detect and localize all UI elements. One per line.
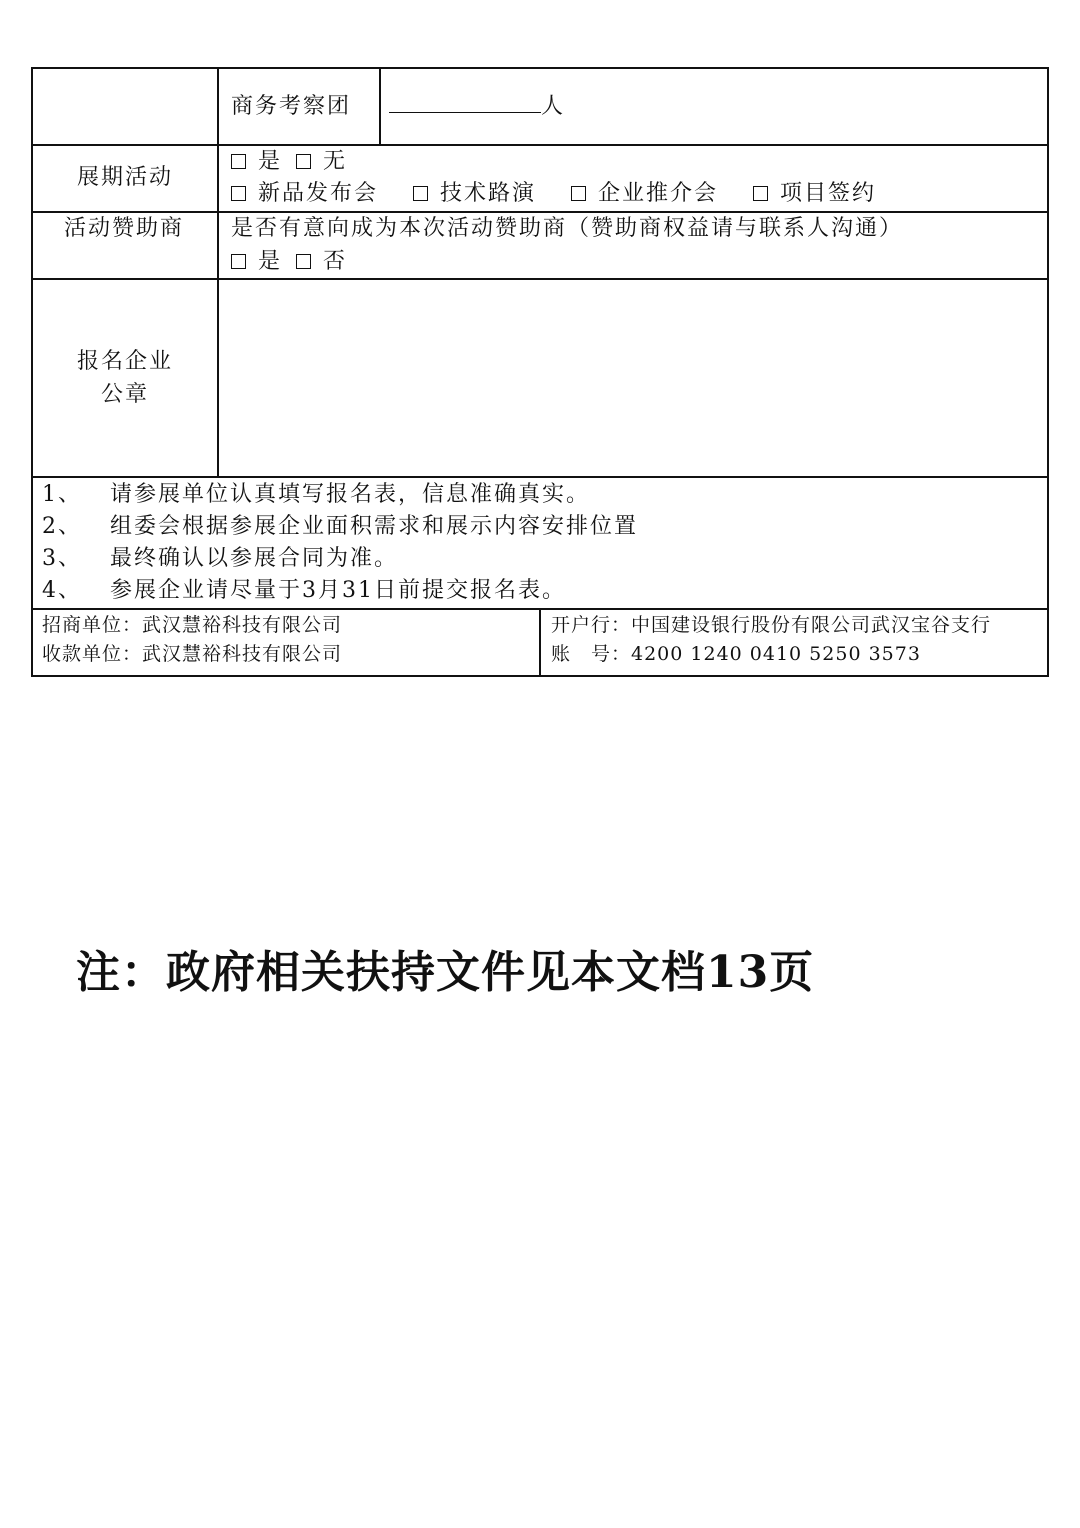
seal-area[interactable] xyxy=(219,280,1047,476)
exhibition-yes-no xyxy=(231,147,347,177)
option-checkbox[interactable] xyxy=(571,186,586,201)
sponsor-no-checkbox[interactable] xyxy=(296,254,311,269)
seal-label-line1: 报名企业 xyxy=(77,349,174,374)
table-divider xyxy=(31,211,1049,213)
exhibition-yes-checkbox[interactable] xyxy=(231,154,246,169)
bank-name: 开户行：中国建设银行股份有限公司武汉宝谷支行 xyxy=(551,614,992,636)
option-checkbox[interactable] xyxy=(753,186,768,201)
option-new-product-launch[interactable]: 新品发布会 xyxy=(231,179,378,209)
exhibition-no-label: 无 xyxy=(323,149,348,174)
sponsor-label: 活动赞助商 xyxy=(64,216,185,241)
note-text: 最终确认以参展合同为准。 xyxy=(110,546,399,571)
policy-note: 注：政府相关扶持文件见本文档13页 xyxy=(76,947,815,998)
option-project-signing[interactable]: 项目签约 xyxy=(753,179,876,209)
delegation-count-field[interactable] xyxy=(389,92,565,122)
sponsor-yes-no xyxy=(231,247,347,277)
table-footer-divider xyxy=(539,608,541,676)
sponsor-yes-label: 是 xyxy=(258,249,283,274)
note-text: 组委会根据参展企业面积需求和展示内容安排位置 xyxy=(110,514,639,539)
table-border-left xyxy=(31,67,33,676)
delegation-count-blank[interactable] xyxy=(389,92,541,113)
exhibition-no-checkbox[interactable] xyxy=(296,154,311,169)
note-text: 请参展单位认真填写报名表，信息准确真实。 xyxy=(110,482,591,507)
option-checkbox[interactable] xyxy=(413,186,428,201)
option-tech-roadshow[interactable]: 技术路演 xyxy=(413,179,536,209)
exhibition-activities-label: 展期活动 xyxy=(77,165,174,190)
table-delegation-divider xyxy=(379,67,381,145)
table-border-right xyxy=(1047,67,1049,676)
table-divider xyxy=(31,144,1049,146)
option-company-promotion[interactable]: 企业推介会 xyxy=(571,179,718,209)
delegation-unit: 人 xyxy=(541,94,566,119)
seal-label-line2: 公章 xyxy=(101,382,150,407)
table-border-top xyxy=(31,67,1049,69)
account-number: 账 号：4200 1240 0410 5250 3573 xyxy=(551,643,921,665)
sponsor-no-label: 否 xyxy=(323,249,348,274)
table-divider xyxy=(31,476,1049,478)
note-number: 2、 xyxy=(42,514,82,539)
delegation-label: 商务考察团 xyxy=(231,94,352,119)
exhibition-options xyxy=(231,179,902,209)
exhibition-yes-label: 是 xyxy=(258,149,283,174)
sponsor-question: 是否有意向成为本次活动赞助商（赞助商权益请与联系人沟通） xyxy=(231,216,904,241)
note-number: 1、 xyxy=(42,482,82,507)
note-text: 参展企业请尽量于3月31日前提交报名表。 xyxy=(110,578,566,603)
investment-unit: 招商单位：武汉慧裕科技有限公司 xyxy=(42,614,343,636)
option-checkbox[interactable] xyxy=(231,186,246,201)
sponsor-yes-checkbox[interactable] xyxy=(231,254,246,269)
note-number: 3、 xyxy=(42,546,82,571)
note-number: 4、 xyxy=(42,578,82,603)
payee-unit: 收款单位：武汉慧裕科技有限公司 xyxy=(42,643,343,665)
